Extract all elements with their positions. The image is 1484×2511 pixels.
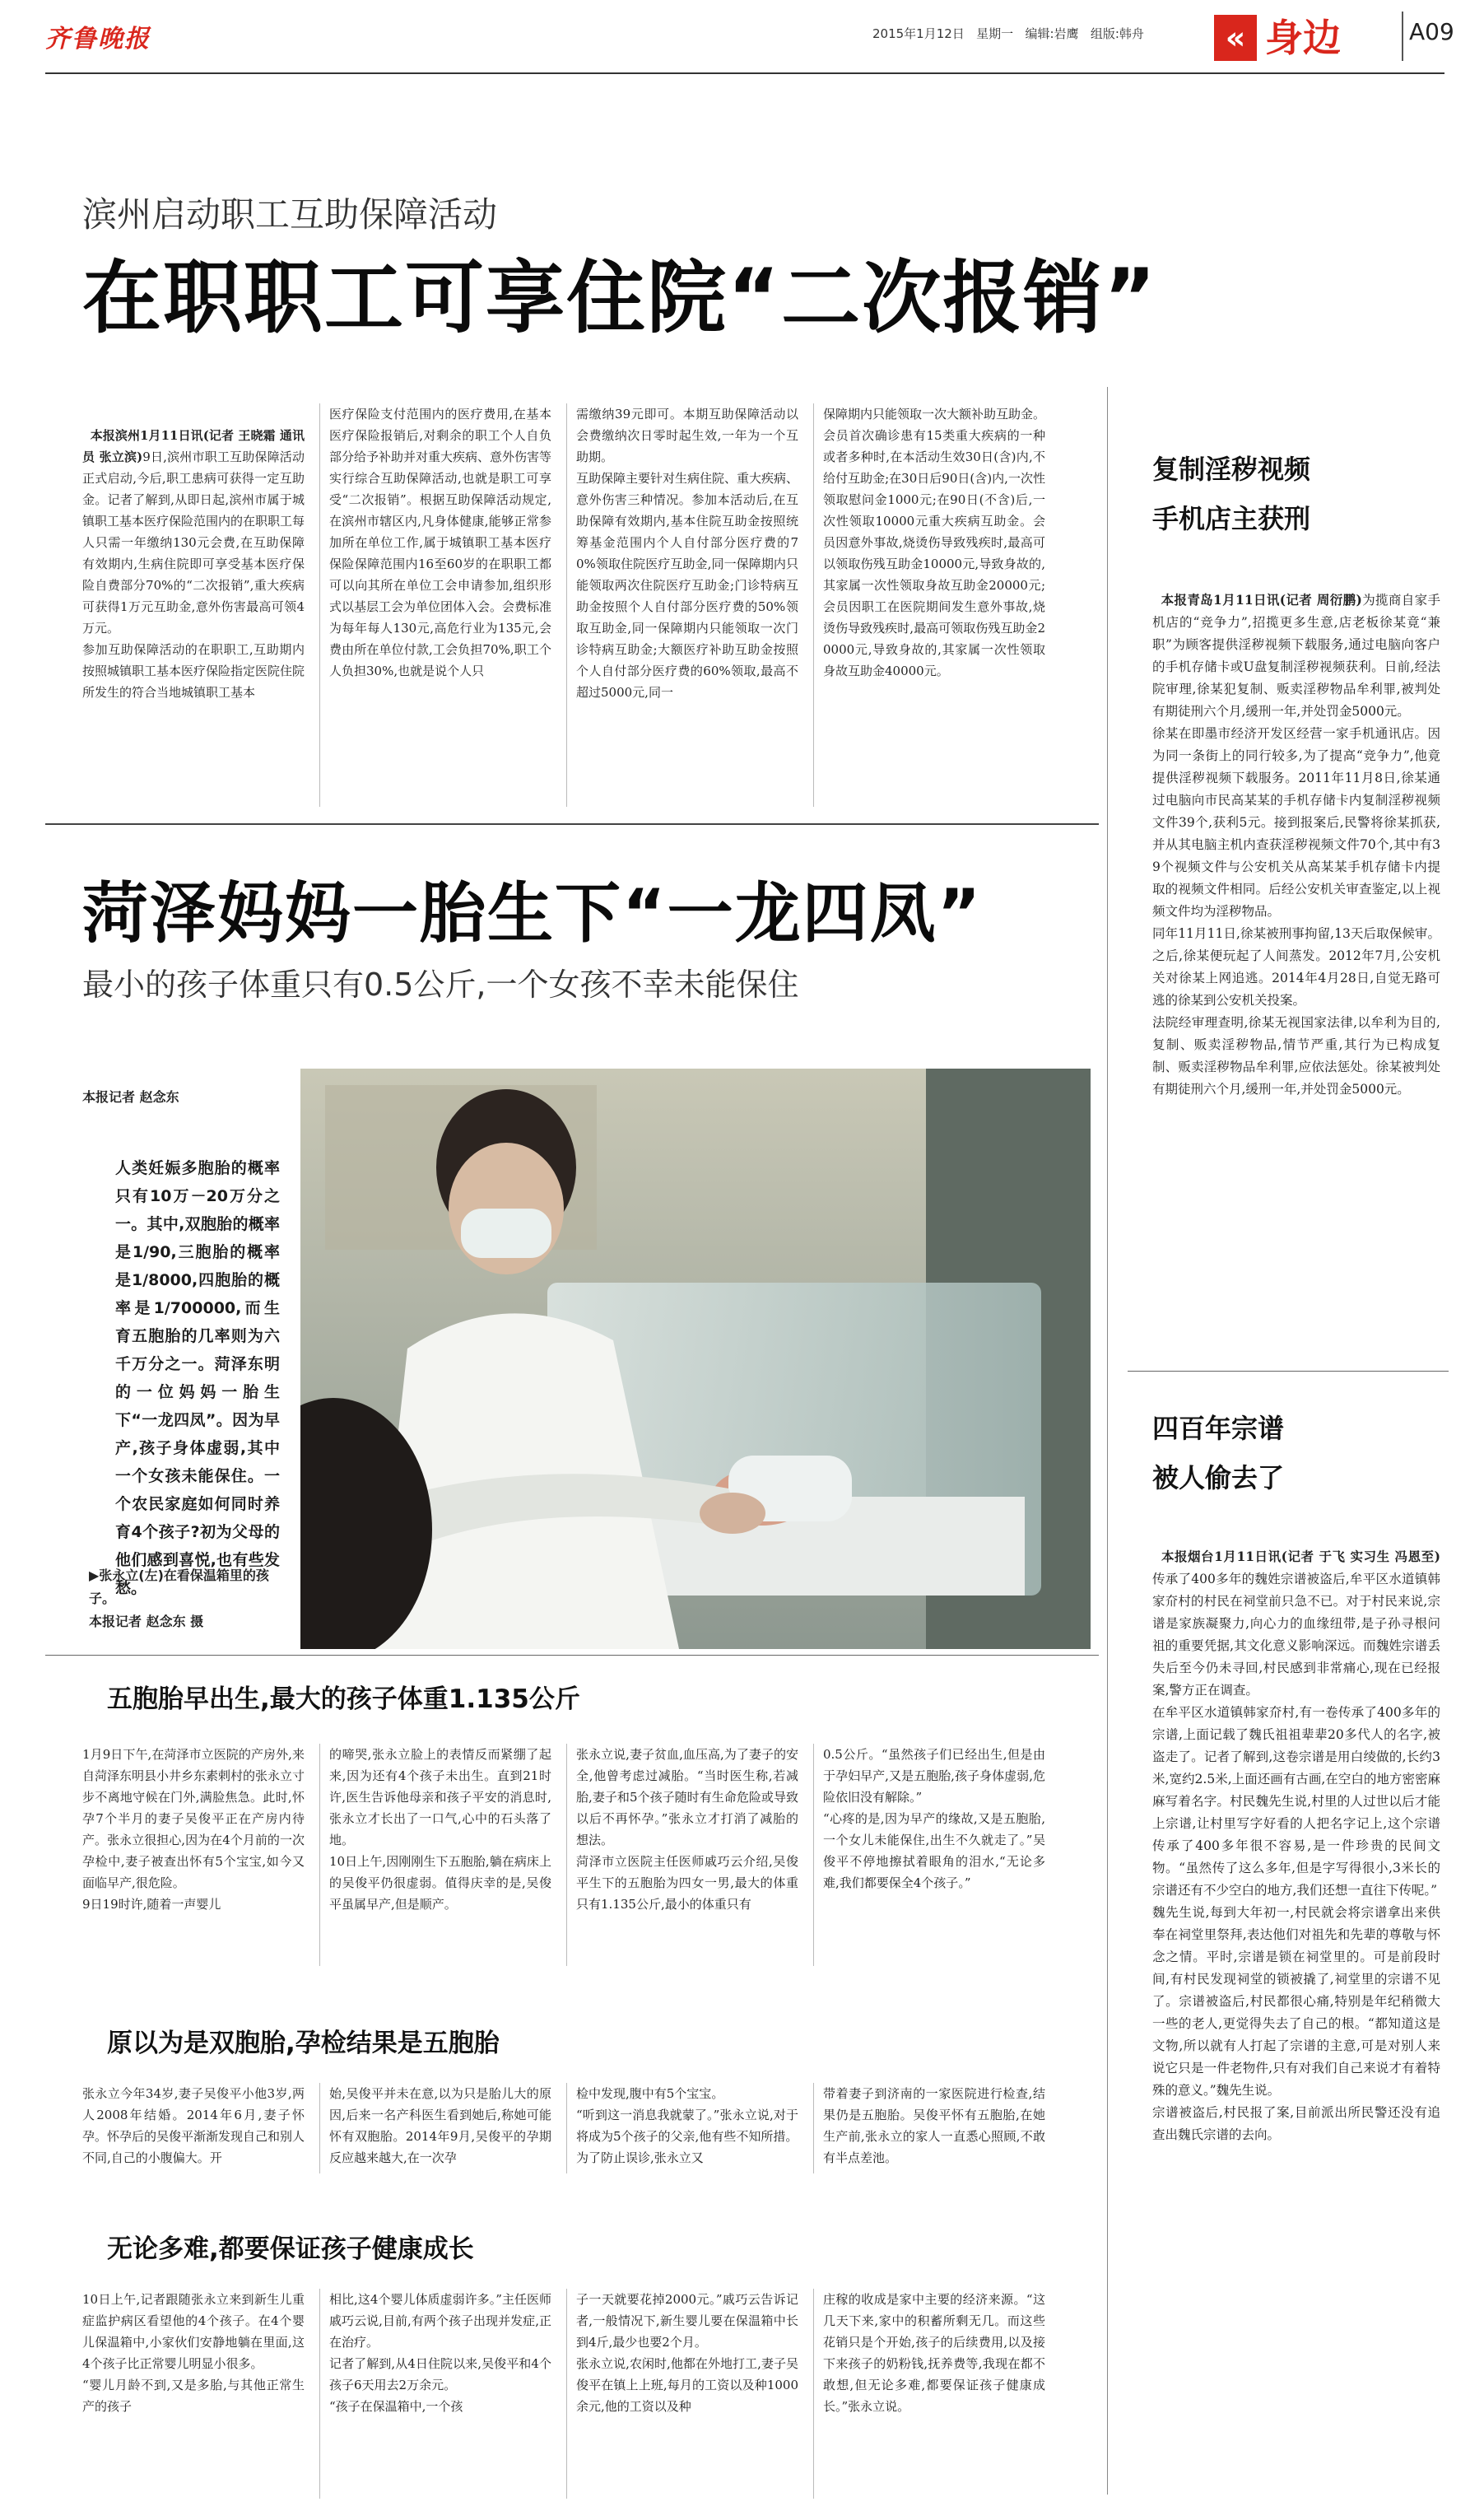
sidebar-story2-lead: 本报烟台1月11日讯(记者 于飞 实习生 冯恩至) <box>1161 1549 1440 1564</box>
section-arrow-icon: « <box>1214 15 1257 61</box>
section3-col1: 10日上午,记者跟随张永立来到新生儿重症监护病区看望他的4个孩子。在4个婴儿保温箱中,小家伙们安静地躺在里面,这4个孩子比正常婴儿明显小很多。 “婴儿月龄不到,又是多胎,与其他正常生产的孩子 <box>82 2292 305 2414</box>
sidebar-story1-title-line2: 手机店主获刑 <box>1152 503 1311 534</box>
section2-col2: 始,吴俊平并未在意,以为只是胎儿大的原因,后来一名产科医生看到她后,称她可能怀有双胞胎。2014年9月,吴俊平的孕期反应越来越大,在一次孕 <box>329 2086 551 2165</box>
layout-credit: 组版:韩舟 <box>1090 26 1144 41</box>
article1-headline: 在职职工可享住院“二次报销” <box>82 252 1158 344</box>
masthead-info <box>872 25 1144 42</box>
section1-col2: 的啼哭,张永立脸上的表情反而紧绷了起来,因为还有4个孩子未出生。直到21时许,医生告诉他母亲和孩子平安的消息时,张永立才长出了一口气,心中的石头落了地。 10日上午,因刚刚生下五胞胎,躺在病床上的吴俊平仍很虚弱。值得庆幸的是,吴俊平虽属早产,但是顺产。 <box>329 1747 551 1912</box>
article1-col4: 保障期内只能领取一次大额补助互助金。会员首次确诊患有15类重大疾病的一种或者多种时,在本活动生效30日(含)内,不给付互助金;在30日后90日(含)内,一次性领取慰问金1000元;在90日(不含)后,一次性领取10000元重大疾病互助金。会员因意外事故,烧烫伤导致残疾时,最高可以领取伤残互助金10000元,导致身故的,其家属一次性领取身故互助金20000元;会员因职工在医院期间发生意外事故,烧烫伤导致残疾时,最高可领取伤残互助金20000元,导致身故的,其家属一次性领取身故互助金40000元。 <box>823 407 1046 678</box>
sidebar-story2-title-line1: 四百年宗谱 <box>1152 1413 1285 1444</box>
sidebar-story1-text: 为揽商自家手机店的“竞争力”,招揽更多生意,店老板徐某竟“兼职”为顾客提供淫秽视频下载服务,通过电脑向客户的手机存储卡或U盘复制淫秽视频获利。日前,经法院审理,徐某犯复制、贩卖淫秽物品牟利罪,被判处有期徒刑六个月,缓刑一年,并处罚金5000元。 徐某在即墨市经济开发区经营一家手机通讯店。因为同一条街上的同行较多,为了提高“竞争力”,他竟提供淫秽视频下载服务。2011年11月8日,徐某通过电脑向市民高某某的手机存储卡内复制淫秽视频文件39个,获利5元。接到报案后,民警将徐某抓获,并从其电脑主机内查获淫秽视频文件70个,其中有39个视频文件与公安机关从高某某手机存储卡内提取的视频文件相同。后经公安机关审查鉴定,以上视频文件均为淫秽物品。 同年11月11日,徐某被刑事拘留,13天后取保候审。之后,徐某便玩起了人间蒸发。2012年7月,公安机关对徐某上网追逃。2014年4月28日,自觉无路可逃的徐某到公安机关投案。 法院经审理查明,徐某无视国家法律,以牟利为目的,复制、贩卖淫秽物品,情节严重,其行为已构成复制、贩卖淫秽物品牟利罪,应依法惩处。徐某被判处有期徒刑六个月,缓刑一年,并处罚金5000元。 <box>1152 593 1441 1097</box>
sidebar-story1-title <box>1152 445 1310 543</box>
sidebar-story1-lead: 本报青岛1月11日讯(记者 周衍鹏) <box>1161 592 1362 608</box>
issue-weekday: 星期一 <box>976 26 1014 41</box>
sidebar-story1-title-line1: 复制淫秽视频 <box>1152 454 1311 485</box>
page-number: A09 <box>1409 18 1454 45</box>
section-badge <box>1214 12 1395 66</box>
section1-col3: 张永立说,妻子贫血,血压高,为了妻子的安全,他曾考虑过减胎。“当时医生称,若减胎,妻子和5个孩子随时有生命危险或导致以后不再怀孕。”张永立才打消了减胎的想法。 菏泽市立医院主任医师戚巧云介绍,吴俊平生下的五胞胎为四女一男,最大的体重只有1.135公斤,最小的体重只有 <box>576 1747 798 1912</box>
article2-intro: 人类妊娠多胞胎的概率只有10万－20万分之一。其中,双胞胎的概率是1/90,三胞胎的概率是1/8000,四胞胎的概率是1/700000,而生育五胞胎的几率则为六千万分之一。菏泽东明的一位妈妈一胎生下“一龙四凤”。因为早产,孩子身体虚弱,其中一个女孩未能保住。一个农民家庭如何同时养育4个孩子?初为父母的他们感到喜悦,也有些发愁。 <box>115 1159 280 1597</box>
section3-col4: 庄稼的收成是家中主要的经济来源。“这几天下来,家中的积蓄所剩无几。而这些花销只是个开始,孩子的后续费用,以及接下来孩子的奶粉钱,抚养费等,我现在都不敢想,但无论多难,都要保证孩子健康成长。”张永立说。 <box>823 2292 1045 2414</box>
section3-title: 无论多难,都要保证孩子健康成长 <box>107 2234 474 2264</box>
section-name: 身边 <box>1265 16 1341 60</box>
article1-col2: 医疗保险支付范围内的医疗费用,在基本医疗保险报销后,对剩余的职工个人自负部分给予补助并对重大疾病、意外伤害等实行综合互助保障活动,也就是职工可享受“二次报销”。根据互助保障活动规定,在滨州市辖区内,凡身体健康,能够正常参加所在单位工作,属于城镇职工基本医疗保险保障范围内16至60岁的在职职工都可以向其所在单位工会申请参加,组织形式以基层工会为单位团体入会。会费标准为每年每人130元,高危行业为135元,会费由所在单位付款,工会负担70%,职工个人负担30%,也就是说个人只 <box>329 407 552 678</box>
article2-byline: 本报记者 赵念东 <box>82 1089 179 1105</box>
article2-subhead: 最小的孩子体重只有0.5公斤,一个女孩不幸未能保住 <box>82 967 799 1003</box>
sidebar-story1-body <box>1152 566 1440 1101</box>
sidebar-story2-text: 传承了400多年的魏姓宗谱被盗后,牟平区水道镇韩家夼村的村民在祠堂前只急不已。对于村民来说,宗谱是家族凝聚力,向心力的血缘纽带,是子孙寻根问祖的重要凭据,其文化意义影响深远。而魏姓宗谱丢失后至今仍未寻回,村民感到非常痛心,现在已经报案,警方正在调查。 在牟平区水道镇韩家夼村,有一卷传承了400多年的宗谱,上面记载了魏氏祖祖辈辈20多代人的名字,被盗走了。记者了解到,这卷宗谱是用白绫做的,长约3米,宽约2.5米,上面还画有古画,在空白的地方密密麻麻写着名字。村民魏先生说,村里的人过世以后才能上宗谱,让村里写字好看的人把名字记上,这个宗谱传承了400多年很不容易,是一件珍贵的民间文物。“虽然传了这么多年,但是字写得很小,3米长的宗谱还有不少空白的地方,我们还想一直往下传呢。” 魏先生说,每到大年初一,村民就会将宗谱拿出来供奉在祠堂里祭拜,表达他们对祖先和先辈的尊敬与怀念之情。平时,宗谱是锁在祠堂里的。可是前段时间,有村民发现祠堂的锁被撬了,祠堂里的宗谱不见了。宗谱被盗后,村民都很心痛,特别是年纪稍微大一些的老人,更觉得失去了自己的根。“都知道这是文物,所以就有人打起了宗谱的主意,可是对别人来说它只是一件老物件,只有对我们自己来说才有着特殊的意义。”魏先生说。 宗谱被盗后,村民报了案,目前派出所民警还没有追查出魏氏宗谱的去向。 <box>1152 1572 1440 2142</box>
photo-caption: ▶张永立(左)在看保温箱里的孩子。 本报记者 赵念东 摄 <box>89 1568 269 1629</box>
article2-headline: 菏泽妈妈一胎生下“一龙四凤” <box>82 875 983 952</box>
article1-col3: 需缴纳39元即可。本期互助保障活动以会费缴纳次日零时起生效,一年为一个互助期。 互助保障主要针对生病住院、重大疾病、意外伤害三种情况。参加本活动后,在互助保障有效期内,基本住院互助金按照统筹基金范围内个人自付部分医疗费的70%领取住院医疗互助金,同一保障期内只能领取两次住院医疗互助金;门诊特病互助金按照个人自付部分医疗费的50%领取互助金,同一保障期内只能领取一次门诊特病互助金;大额医疗补助互助金按照个人自付部分医疗费的60%领取,最高不超过5000元,同一 <box>576 407 799 700</box>
sidebar-story2-title <box>1152 1404 1284 1502</box>
masthead <box>0 0 1484 74</box>
section1-title: 五胞胎早出生,最大的孩子体重1.135公斤 <box>107 1684 580 1714</box>
section3-col2: 相比,这4个婴儿体质虚弱许多。”主任医师戚巧云说,目前,有两个孩子出现并发症,正在治疗。 记者了解到,从4日住院以来,吴俊平和4个孩子6天用去2万余元。 “孩子在保温箱中,一个孩 <box>329 2292 551 2414</box>
news-photo <box>300 1069 1091 1649</box>
article1-col1 <box>82 403 305 703</box>
editor-credit: 编辑:岩鹰 <box>1025 26 1079 41</box>
issue-date: 2015年1月12日 <box>872 26 965 41</box>
section2-col4: 带着妻子到济南的一家医院进行检查,结果仍是五胞胎。吴俊平怀有五胞胎,在她生产前,张永立的家人一直悉心照顾,不敢有半点差池。 <box>823 2086 1045 2165</box>
article1-col1-body: 9日,滨州市职工互助保障活动正式启动,今后,职工患病可获得一定互助金。记者了解到,从即日起,滨州市属于城镇职工基本医疗保险范围内的在职职工每人只需一年缴纳130元会费,在互助保障有效期内,生病住院即可享受基本医疗保险自费部分70%的“二次报销”,重大疾病可获得1万元互助金,意外伤害最高可领4万元。 参加互助保障活动的在职职工,互助期内按照城镇职工基本医疗保险指定医院住院所发生的符合当地城镇职工基本 <box>82 450 305 700</box>
section2-col1: 张永立今年34岁,妻子吴俊平小他3岁,两人2008年结婚。2014年6月,妻子怀孕。怀孕后的吴俊平渐渐发现自己和别人不同,自己的小腹偏大。开 <box>82 2086 305 2165</box>
photo-illustration <box>300 1069 1091 1649</box>
section3-col3: 子一天就要花掉2000元。”戚巧云告诉记者,一般情况下,新生婴儿要在保温箱中长到4斤,最少也要2个月。 张永立说,农闲时,他都在外地打工,妻子吴俊平在镇上上班,每月的工资以及种1000余元,他的工资以及种 <box>576 2292 798 2414</box>
article1-kicker: 滨州启动职工互助保障活动 <box>82 194 498 235</box>
sidebar-story2-body <box>1152 1523 1440 2146</box>
newspaper-logo: 齐鲁晚报 <box>45 25 151 54</box>
section2-title: 原以为是双胞胎,孕检结果是五胞胎 <box>107 2029 500 2058</box>
section1-col1: 1月9日下午,在菏泽市立医院的产房外,来自菏泽东明县小井乡东素剌村的张永立寸步不离地守候在门外,满脸焦急。此时,怀孕7个半月的妻子吴俊平正在产房内待产。张永立很担心,因为在4个月前的一次孕检中,妻子被查出怀有5个宝宝,如今又面临早产,很危险。 9日19时许,随着一声婴儿 <box>82 1747 305 1912</box>
section2-col3: 检中发现,腹中有5个宝宝。 “听到这一消息我就蒙了。”张永立说,对于将成为5个孩子的父亲,他有些不知所措。 为了防止误诊,张永立又 <box>576 2086 798 2165</box>
sidebar-story2-title-line2: 被人偷去了 <box>1152 1462 1285 1493</box>
section1-col4: 0.5公斤。“虽然孩子们已经出生,但是由于孕妇早产,又是五胞胎,孩子身体虚弱,危险依旧没有解除。” “心疼的是,因为早产的缘故,又是五胞胎,一个女儿未能保住,出生不久就走了。”吴俊平不停地擦拭着眼角的泪水,“无论多难,我们都要保全4个孩子。” <box>823 1747 1045 1890</box>
article1-lead: 本报滨州1月11日讯(记者 王晓霜 通讯员 张立滨) <box>82 428 305 464</box>
